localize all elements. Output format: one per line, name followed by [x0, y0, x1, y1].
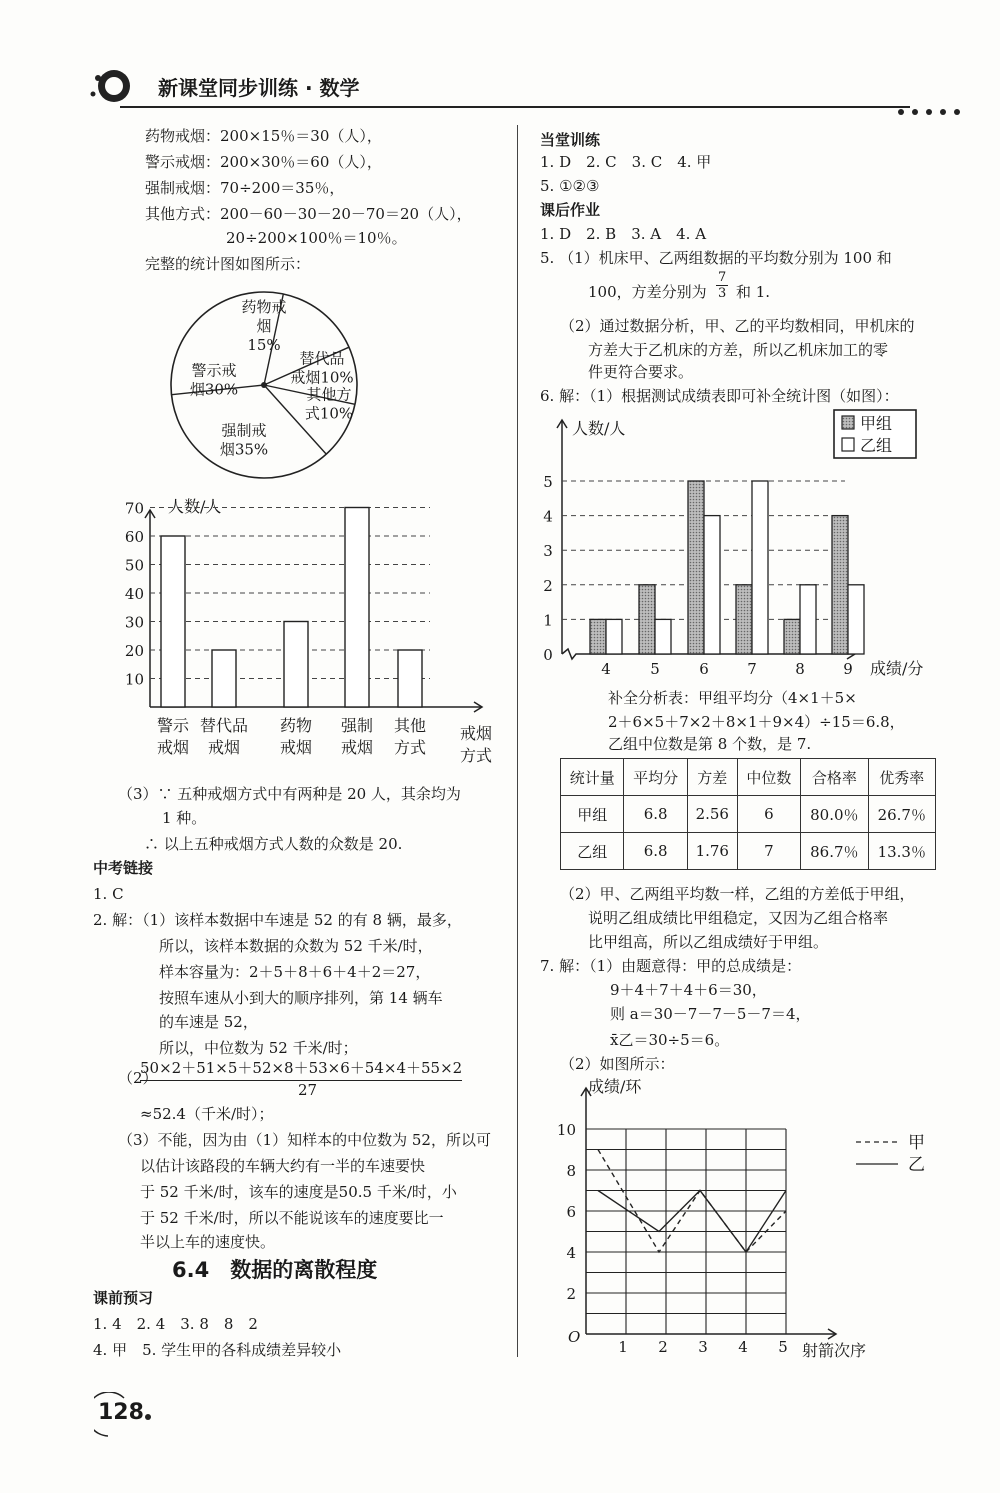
y-tick-label: 10: [556, 1121, 576, 1139]
q6-text: 乙组中位数是第 8 个数，是 7.: [608, 735, 812, 753]
zk3-line: 半以上车的速度快。: [140, 1233, 276, 1251]
table-cell: 1.76: [687, 833, 737, 870]
q5-line: 和 1.: [736, 283, 771, 301]
table-cell: 6.8: [624, 833, 687, 870]
table-header-cell: 中位数: [737, 759, 800, 796]
x-tick-label: 强制: [340, 716, 374, 735]
x-tick-label: 8: [795, 660, 805, 678]
table-cell: 6: [737, 796, 800, 833]
zk-line: 的车速是 52，: [159, 1013, 258, 1031]
bar-group-b: [752, 481, 768, 654]
table-cell: 7: [737, 833, 800, 870]
table-row: [561, 796, 936, 833]
y-tick-label: 50: [124, 556, 144, 575]
q7-line: 9＋4＋7＋4＋6＝30，: [610, 981, 767, 999]
y-tick-label: 40: [124, 585, 144, 603]
line-chart-archery: [540, 1074, 960, 1364]
pie-slice-label: 替代品: [299, 349, 345, 368]
y-tick-label: 5: [543, 473, 553, 491]
pie-slice-label: 强制戒: [221, 421, 267, 440]
pie-slice-label: 其他方: [306, 385, 352, 404]
y-tick-label: 0: [543, 646, 553, 664]
x-tick-label: 其他: [393, 716, 427, 735]
dt-line: 5. ①②③: [540, 177, 600, 195]
zk2-numerator: 50×2＋51×5＋52×8＋53×6＋54×4＋55×2: [140, 1058, 462, 1081]
x-tick-label: 方式: [393, 738, 427, 757]
q5-frac-den: 3: [718, 286, 727, 301]
pie-chart: [160, 284, 400, 504]
bar-chart-scores: [530, 408, 970, 688]
y-axis-label: 人数/人: [572, 419, 626, 438]
calc-line: 警示戒烟：200×30％＝60（人），: [145, 153, 382, 171]
y-tick-label: 20: [124, 642, 144, 660]
y-tick-label: 2: [566, 1285, 576, 1303]
x-tick-label: 戒烟: [340, 738, 374, 757]
bar-group-a: [688, 481, 704, 654]
calc-line: 其他方式：200－60－30－20－70＝20（人），: [145, 205, 472, 223]
calc-line: 完整的统计图如图所示：: [145, 255, 311, 273]
q5-line: 5. （1）机床甲、乙两组数据的平均数分别为 100 和: [540, 249, 892, 267]
x-tick-label: 戒烟: [207, 738, 241, 757]
bar-group-a: [784, 619, 800, 654]
zk2-approx: ≈52.4（千米/时）；: [140, 1105, 274, 1123]
q3-line: ∴ 以上五种戒烟方式人数的众数是 20.: [144, 835, 403, 853]
pie-slice-label: 烟: [256, 317, 272, 335]
pie-slice-label: 式10%: [304, 404, 354, 423]
table-header-cell: 平均分: [624, 759, 687, 796]
q7-line: 7. 解：（1）由题意得：甲的总成绩是：: [540, 957, 802, 975]
origin-label: O: [568, 1328, 581, 1346]
header-logo-icon: [84, 64, 140, 108]
x-tick-label: 戒烟: [156, 738, 190, 757]
q3-line: （3）∵ 五种戒烟方式中有两种是 20 人，其余均为: [118, 785, 461, 803]
bar: [345, 508, 369, 708]
legend-label: 乙组: [860, 436, 893, 455]
q6-text: 补全分析表：甲组平均分（4×1＋5×: [608, 689, 857, 707]
bar-group-a: [590, 619, 606, 654]
kh-heading: 课后作业: [540, 201, 601, 219]
pie-slice-label: 药物戒: [241, 298, 287, 316]
legend-label: 甲组: [860, 414, 893, 433]
table-cell: 26.7％: [868, 796, 935, 833]
x-tick-label: 药物: [279, 716, 313, 735]
legend-swatch-a: [842, 416, 854, 429]
x-tick-label: 2: [658, 1338, 668, 1356]
bar: [398, 650, 422, 707]
x-axis-label: 成绩/分: [870, 659, 924, 678]
bar-group-b: [606, 619, 622, 654]
y-tick-label: 1: [543, 611, 553, 630]
y-tick-label: 70: [124, 499, 144, 518]
header-title: 新课堂同步训练 · 数学: [158, 76, 360, 100]
header-dots: [898, 100, 968, 119]
y-tick-label: 4: [566, 1244, 576, 1262]
x-tick-label: 替代品: [199, 716, 249, 735]
y-tick-label: 60: [124, 528, 144, 546]
q5b-line: 件更符合要求。: [588, 363, 694, 381]
calc-line: 20÷200×100％＝10％。: [226, 229, 407, 247]
legend-label: 甲: [908, 1133, 925, 1153]
bar-group-a: [639, 585, 655, 654]
x-tick-label: 6: [699, 660, 709, 678]
legend-label: 乙: [908, 1155, 925, 1175]
kq-heading: 课前预习: [93, 1289, 154, 1307]
kq-line: 4. 甲 5. 学生甲的各科成绩差异较小: [93, 1341, 342, 1359]
bar: [212, 650, 236, 707]
table-row: [561, 833, 936, 870]
y-tick-label: 4: [543, 507, 553, 526]
column-divider: [517, 125, 518, 1357]
q3-line: 1 种。: [162, 809, 207, 827]
bar-group-a: [832, 516, 848, 654]
y-axis-label: 人数/人: [168, 497, 222, 516]
y-tick-label: 10: [124, 670, 144, 689]
table-header-cell: 统计量: [561, 759, 624, 796]
legend-swatch-b: [842, 438, 854, 451]
dt-line: 1. D 2. C 3. C 4. 甲: [540, 153, 712, 171]
zk-line: 所以，该样本数据的众数为 52 千米/时，: [159, 937, 433, 955]
q5-line: 100，方差分别为: [588, 283, 707, 301]
table-cell: 6.8: [624, 796, 687, 833]
pie-slice-label: 15%: [247, 336, 281, 354]
bar-group-b: [704, 516, 720, 654]
zhongkao-heading: 中考链接: [93, 859, 154, 877]
bar-group-b: [655, 619, 671, 654]
bar-group-a: [736, 585, 752, 654]
q6b-line: （2）甲、乙两组平均数一样，乙组的方差低于甲组，: [560, 885, 915, 903]
x-tick-label: 戒烟: [279, 738, 313, 757]
q5-fraction: [716, 270, 728, 301]
page-number: 128: [98, 1400, 144, 1425]
x-tick-label: 5: [778, 1338, 788, 1356]
table-header-cell: 优秀率: [868, 759, 935, 796]
x-tick-label: 4: [738, 1338, 748, 1356]
bar-chart-quit-methods: [100, 490, 510, 780]
bar-group-b: [800, 585, 816, 654]
pie-slice-label: 烟30%: [189, 380, 239, 399]
table-header-cell: 方差: [687, 759, 737, 796]
zk-line: 按照车速从小到大的顺序排列，第 14 辆车: [159, 989, 443, 1007]
zk-line: 2. 解：（1）该样本数据中车速是 52 的有 8 辆，最多，: [93, 911, 462, 929]
x-tick-label: 1: [618, 1338, 628, 1356]
pie-slice-label: 警示戒: [191, 361, 237, 380]
zk-line: 所以，中位数为 52 千米/时；: [159, 1039, 358, 1057]
table-cell: 13.3％: [868, 833, 935, 870]
pie-slice-label: 戒烟10%: [290, 368, 354, 387]
q6-text: 2＋6×5＋7×2＋8×1＋9×4）÷15＝6.8，: [608, 713, 905, 731]
q6b-line: 比甲组高，所以乙组成绩好于甲组。: [588, 933, 829, 951]
x-tick-label: 5: [650, 660, 660, 678]
q6b-line: 说明乙组成绩比甲组稳定，又因为乙组合格率: [588, 909, 889, 927]
zk2-denominator: 27: [298, 1081, 318, 1099]
calc-line: 强制戒烟：70÷200＝35％，: [145, 179, 345, 197]
q7-line: 则 a＝30－7－7－5－7＝4，: [610, 1005, 811, 1023]
x-tick-label: 警示: [156, 716, 190, 735]
zk3-line: 于 52 千米/时，该车的速度是50.5 千米/时，小: [140, 1183, 457, 1201]
x-tick-label: 4: [601, 660, 611, 678]
y-tick-label: 30: [124, 613, 144, 632]
q5-frac-num: 7: [718, 270, 727, 285]
bar: [161, 536, 185, 707]
stats-table: [560, 758, 936, 870]
q5b-line: （2）通过数据分析，甲、乙的平均数相同，甲机床的: [560, 317, 915, 335]
x-axis-label: 射箭次序: [802, 1341, 867, 1360]
zk-line: 样本容量为：2＋5＋8＋6＋4＋2＝27，: [159, 963, 431, 981]
pie-center: [261, 382, 267, 388]
q7-line: （2）如图所示：: [560, 1055, 675, 1073]
y-tick-label: 2: [543, 576, 553, 595]
y-tick-label: 6: [566, 1203, 576, 1221]
q6-line: 6. 解：（1）根据测试成绩表即可补全统计图（如图）：: [540, 387, 899, 405]
calc-line: 药物戒烟：200×15％＝30（人），: [145, 127, 382, 145]
zk3-line: （3）不能，因为由（1）知样本的中位数为 52，所以可: [118, 1131, 491, 1149]
table-cell: 乙组: [561, 833, 624, 870]
table-cell: 86.7％: [801, 833, 868, 870]
table-cell: 2.56: [687, 796, 737, 833]
table-cell: 甲组: [561, 796, 624, 833]
x-tick-label: 9: [843, 660, 853, 678]
y-axis-label: 成绩/环: [588, 1077, 642, 1096]
y-tick-label: 8: [566, 1162, 576, 1180]
x-tick-label: 7: [747, 660, 757, 678]
zk-line: 1. C: [93, 885, 124, 903]
header-rule: [120, 106, 910, 108]
y-tick-label: 3: [543, 542, 553, 561]
q5b-line: 方差大于乙机床的方差，所以乙机床加工的零: [588, 341, 889, 359]
x-axis-label: 戒烟: [459, 724, 493, 743]
x-tick-label: 3: [698, 1338, 708, 1356]
kh-line: 1. D 2. B 3. A 4. A: [540, 225, 707, 243]
section-title: 6.4 数据的离散程度: [172, 1258, 378, 1282]
zk2-prefix: （2）: [118, 1069, 158, 1087]
table-cell: 80.0％: [801, 796, 868, 833]
table-header-row: [561, 759, 936, 796]
zk3-line: 以估计该路段的车辆大约有一半的车速要快: [140, 1157, 426, 1175]
bar-group-b: [848, 585, 864, 654]
table-header-cell: 合格率: [801, 759, 868, 796]
q7-line: x̄乙＝30÷5＝6。: [610, 1031, 730, 1049]
x-axis-label: 方式: [459, 746, 493, 765]
bar: [284, 622, 308, 708]
pie-slice-label: 烟35%: [219, 440, 269, 459]
kq-line: 1. 4 2. 4 3. 8 8 2: [93, 1315, 258, 1333]
dt-heading: 当堂训练: [540, 131, 601, 149]
zk3-line: 于 52 千米/时，所以不能说该车的速度要比一: [140, 1209, 444, 1227]
